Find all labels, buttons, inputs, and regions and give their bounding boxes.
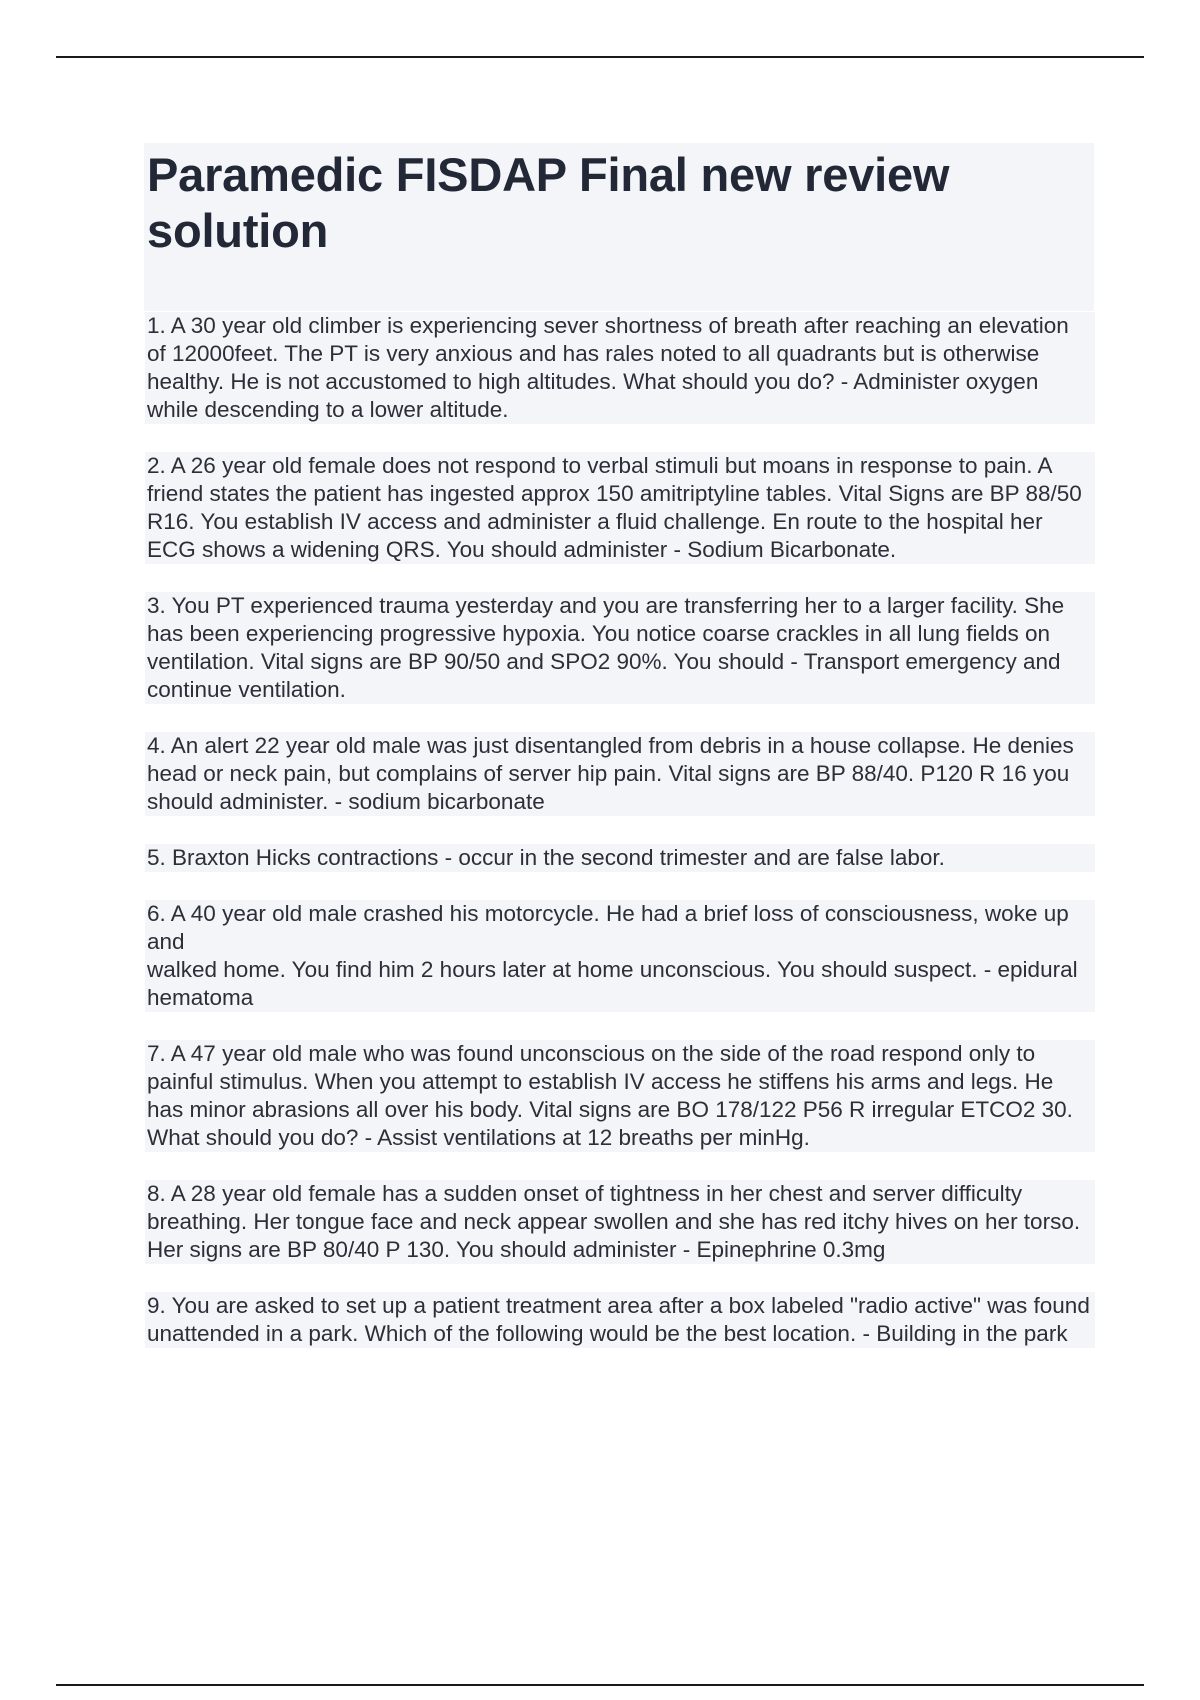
question-8: 8. A 28 year old female has a sudden onset of tightness in her chest and server difficulty breathing. Her tongue face and neck appear swollen and she has red itchy hives on her torso. Her signs are BP 80/40 P 130. You should administer - Epinephrine 0.3mg [145,1180,1095,1264]
title-block [144,143,1094,311]
question-5: 5. Braxton Hicks contractions - occur in the second trimester and are false labor. [145,844,1095,872]
top-rule [56,56,1144,58]
question-9: 9. You are asked to set up a patient treatment area after a box labeled "radio active" was found unattended in a park. Which of the following would be the best location. - Building in the park [145,1292,1095,1348]
question-3: 3. You PT experienced trauma yesterday and you are transferring her to a larger facility. She has been experiencing progressive hypoxia. You notice coarse crackles in all lung fields on ventilation. Vital signs are BP 90/50 and SPO2 90%. You should - Transport emergency and continue ventilation. [145,592,1095,704]
question-list [145,312,1095,1376]
bottom-rule [56,1684,1144,1686]
question-2: 2. A 26 year old female does not respond to verbal stimuli but moans in response to pain. A friend states the patient has ingested approx 150 amitriptyline tables. Vital Signs are BP 88/50 R16. You establish IV access and administer a fluid challenge. En route to the hospital her ECG shows a widening QRS. You should administer - Sodium Bicarbonate. [145,452,1095,564]
page-title: Paramedic FISDAP Final new review solution [147,148,950,257]
question-1: 1. A 30 year old climber is experiencing sever shortness of breath after reaching an elevation of 12000feet. The PT is very anxious and has rales noted to all quadrants but is otherwise healthy. He is not accustomed to high altitudes. What should you do? - Administer oxygen while descending to a lower altitude. [145,312,1095,424]
question-6: 6. A 40 year old male crashed his motorcycle. He had a brief loss of consciousness, woke up and walked home. You find him 2 hours later at home unconscious. You should suspect. - epidural hematoma [145,900,1095,1012]
question-7: 7. A 47 year old male who was found unconscious on the side of the road respond only to painful stimulus. When you attempt to establish IV access he stiffens his arms and legs. He has minor abrasions all over his body. Vital signs are BO 178/122 P56 R irregular ETCO2 30. What should you do? - Assist ventilations at 12 breaths per minHg. [145,1040,1095,1152]
question-4: 4. An alert 22 year old male was just disentangled from debris in a house collapse. He denies head or neck pain, but complains of server hip pain. Vital signs are BP 88/40. P120 R 16 you should administer. - sodium bicarbonate [145,732,1095,816]
